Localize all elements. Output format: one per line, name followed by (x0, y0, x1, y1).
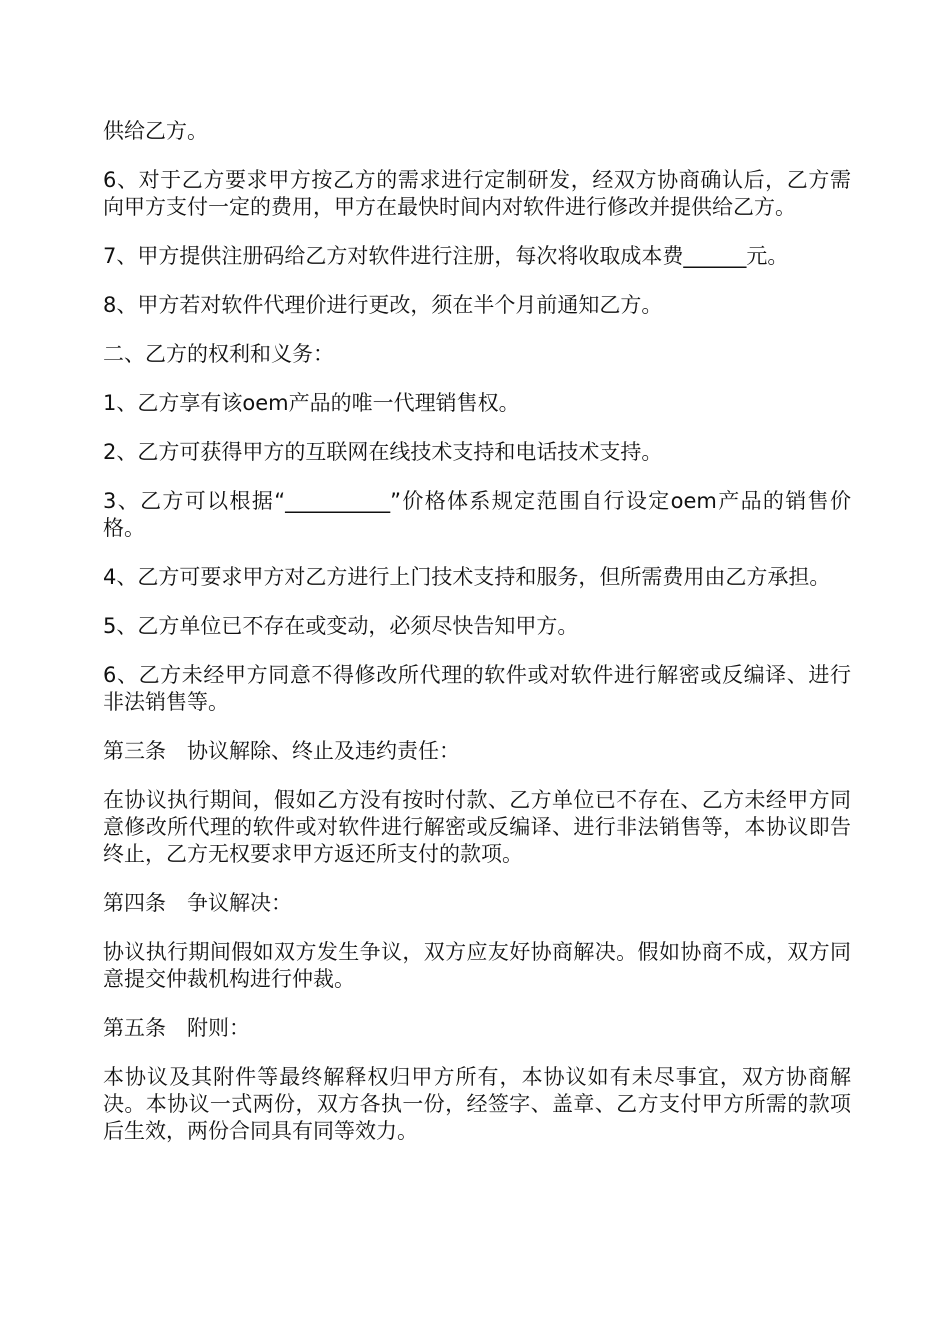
article-5-heading: 第五条 附则： (103, 1016, 250, 1040)
paragraph-party-a-item-7: 7、甲方提供注册码给乙方对软件进行注册，每次将收取成本费______元。 (103, 244, 789, 268)
paragraph-party-b-item-2: 2、乙方可获得甲方的互联网在线技术支持和电话技术支持。 (103, 440, 663, 464)
document-page (103, 118, 851, 1167)
paragraph-party-b-item-1: 1、乙方享有该oem产品的唯一代理销售权。 (103, 391, 520, 415)
paragraph-party-b-item-4: 4、乙方可要求甲方对乙方进行上门技术支持和服务，但所需费用由乙方承担。 (103, 565, 831, 589)
article-3-heading: 第三条 协议解除、终止及违约责任： (103, 739, 460, 763)
paragraph-party-a-item-8: 8、甲方若对软件代理价进行更改，须在半个月前通知乙方。 (103, 293, 663, 317)
article-5-body: 本协议及其附件等最终解释权归甲方所有，本协议如有未尽事宜，双方协商解决。本协议一式两份，双方各执一份，经签字、盖章、乙方支付甲方所需的款项后生效，两份合同具有同等效力。 (103, 1065, 851, 1143)
article-3-body: 在协议执行期间，假如乙方没有按时付款、乙方单位已不存在、乙方未经甲方同意修改所代理的软件或对软件进行解密或反编译、进行非法销售等，本协议即告终止，乙方无权要求甲方返还所支付的款项。 (103, 788, 851, 866)
paragraph-party-b-item-5: 5、乙方单位已不存在或变动，必须尽快告知甲方。 (103, 614, 579, 638)
section-heading-party-b-rights: 二、乙方的权利和义务： (103, 342, 334, 366)
article-4-heading: 第四条 争议解决： (103, 891, 292, 915)
paragraph-party-b-item-6: 6、乙方未经甲方同意不得修改所代理的软件或对软件进行解密或反编译、进行非法销售等。 (103, 663, 851, 714)
article-4-body: 协议执行期间假如双方发生争议，双方应友好协商解决。假如协商不成，双方同意提交仲裁机构进行仲裁。 (103, 940, 851, 991)
paragraph-party-b-item-3: 3、乙方可以根据“__________”价格体系规定范围自行设定oem产品的销售价格。 (103, 489, 851, 540)
paragraph-party-a-item-6: 6、对于乙方要求甲方按乙方的需求进行定制研发，经双方协商确认后，乙方需向甲方支付一定的费用，甲方在最快时间内对软件进行修改并提供给乙方。 (103, 168, 851, 219)
paragraph-continuation: 供给乙方。 (103, 119, 208, 143)
